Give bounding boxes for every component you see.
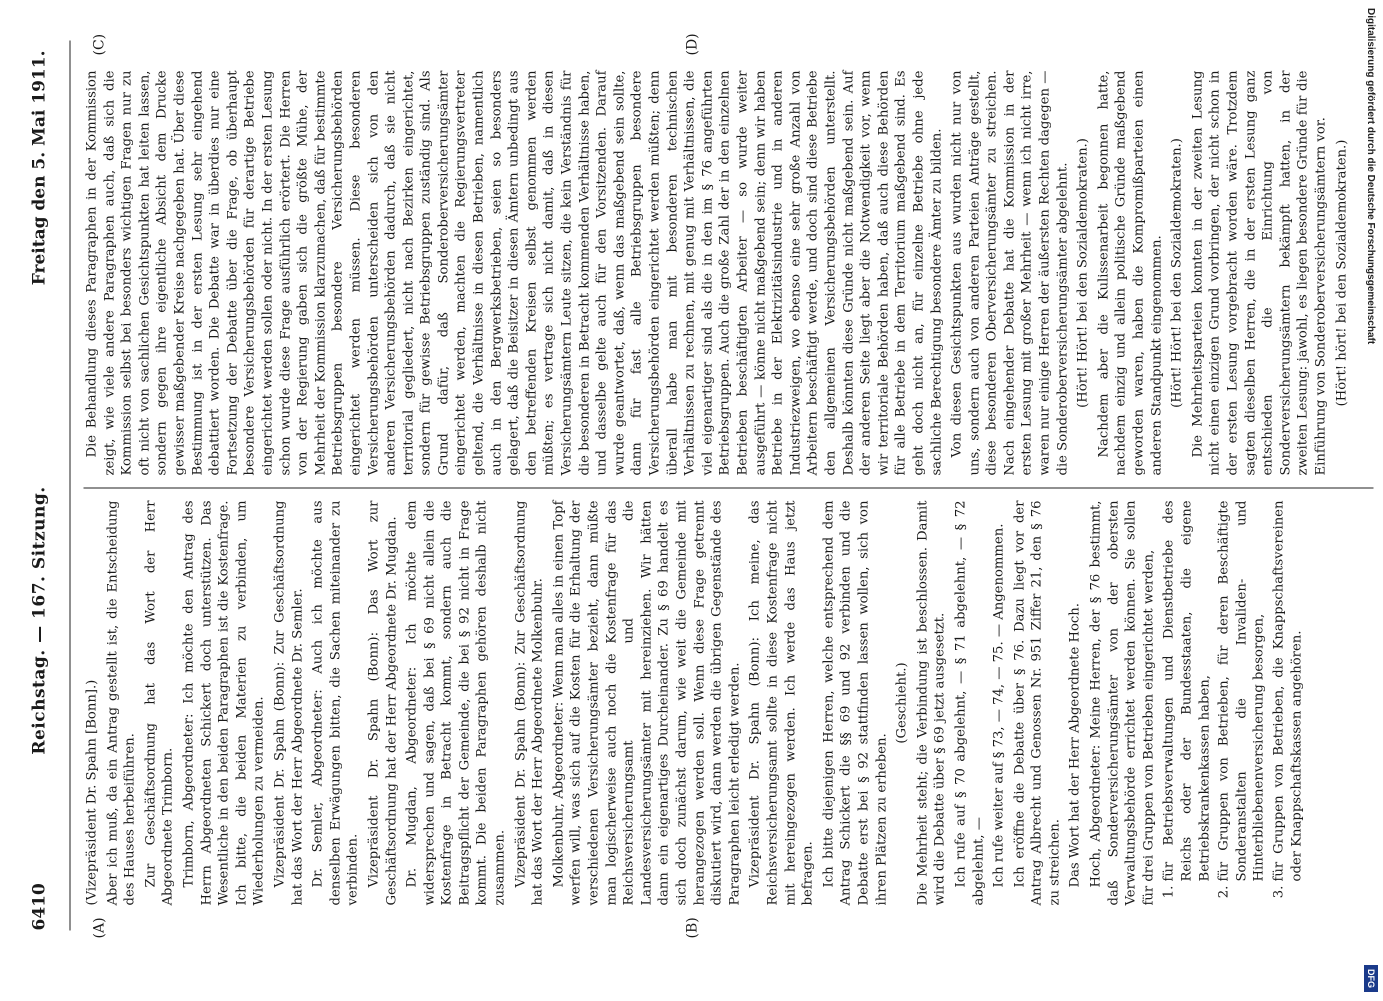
paragraph: Vizepräsident Dr. Spahn (Bonn): Zur Geschäftsordnung hat das Wort der Herr Abgeordnete Molkenbuhr.: [513, 500, 546, 906]
paragraph: Ich eröffne die Debatte über § 76. Dazu liegt vor der Antrag Albrecht und Genossen Nr. 951 Ziffer 21, den § 76 zu streichen.: [1012, 500, 1063, 906]
paragraph: Aber ich muß, da ein Antrag gestellt ist, die Entscheidung des Hauses herbeiführen.: [105, 500, 138, 906]
paragraph: Molkenbuhr, Abgeordneter: Wenn man alles in einen Topf werfen will, was sich auf die Kosten für die Erhaltung der verschiedenen Versicherungsämter bezieht, dann müßte man logischerweise auch noch die Kostenfrage für das Reichsversicherungsamt und die Landesversicherungsämter mit hereinziehen. Wir hätten dann ein eigenartiges Durcheinander. Zu § 69 handelt es sich doch zunächst darum, wie weit die Gemeinde mit herangezogen werden soll. Wenn diese Frage getrennt diskutiert wird, dann werden die übrigen Gegenstände des Paragraphen leicht erledigt werden.: [551, 500, 743, 906]
margin-mark-c: (C): [91, 33, 108, 56]
paragraph: (Vizepräsident Dr. Spahn [Bonn].): [84, 679, 100, 906]
list-item: 1. für Betriebsverwaltungen und Dienstbetriebe des Reichs oder der Bundesstaaten, die eigene Betriebskrankenkassen haben,: [1161, 501, 1214, 882]
paragraph: (Hört! Hört! bei den Sozialdemokraten.): [1169, 138, 1185, 408]
paragraph: Die Behandlung dieses Paragraphen in der Kommission zeigt, wie viele andere Paragraphen auch, daß sich die Kommission selbst bei besonders wichtigen Fragen nur zu oft nicht von sachlichen Gesichtspunkten hat leiten lassen, sondern gegen ihre eigentliche Absicht dem Drucke gewisser maßgebender Kreise nachgegeben hat. Über diese Bestimmung ist in der ersten Lesung sehr eingehend debattiert worden. Die Debatte war in überdies nur eine Fortsetzung der Debatte über die Frage, ob überhaupt besondere Versicherungsbehörden für derartige Betriebe eingerichtet werden sollen oder nicht. In der ersten Lesung schon wurde diese Frage ausführlich erörtert. Die Herren von der Regierung gaben sich die größte Mühe, der Mehrheit der Kommission klarzumachen, daß für bestimmte Betriebsgruppen besondere Versicherungsbehörden eingerichtet werden müssen. Diese besonderen Versicherungsbehörden unterscheiden sich von den anderen Versicherungsbehörden dadurch, daß sie nicht territorial gegliedert, nicht nach Bezirken eingerichtet, sondern für gewisse Betriebsgruppen zuständig sind. Als Grund dafür, daß Sonderoberversicherungsämter eingerichtet werden, machten die Regierungsvertreter geltend, die Verhältnisse in diesen Betrieben, namentlich auch in den Bergwerksbetrieben, seien so besonders gelagert, daß die Beisitzer in diesen Ämtern unbedingt aus den betreffenden Kreisen selbst genommen werden müßten; es vertrage sich nicht damit, daß in diesen Versicherungsämtern Leute sitzen, die kein Verständnis für die besonderen in Betracht kommenden Verhältnisse haben, und dasselbe gelte auch für den Vorsitzenden. Darauf wurde geantwortet, daß, wenn das maßgebend sein sollte, dann für fast alle Betriebsgruppen besondere Versicherungsbehörden eingerichtet werden müßten; denn überall habe man mit besonderen technischen Verhältnissen zu rechnen, mit genug mit Verhältnissen, die viel eigenartiger sind als die in den im § 76 angeführten Betriebsgruppen. Auch die große Zahl der in den einzelnen Betrieben beschäftigten Arbeiter — so wurde weiter ausgeführt — könne nicht maßgebend sein; denn wir haben Betriebe in der Elektrizitätsindustrie und in anderen Industriezweigen, wo ebenso eine sehr große Anzahl von Arbeitern beschäftigt werde, und doch sind diese Betriebe den allgemeinen Versicherungsbehörden unterstellt. Deshalb könnten diese Gründe nicht maßgebend sein. Auf der anderen Seite liegt aber die Notwendigkeit vor, wenn wir territoriale Behörden haben, daß auch diese Behörden für alle Betriebe in dem Territorium maßgebend sind. Es geht doch nicht an, für einzelne Betriebe ohne jede sachliche Berechtigung besondere Ämter zu bilden.: [84, 70, 944, 476]
margin-mark-a: (A): [91, 917, 108, 939]
header-rule: [70, 41, 71, 931]
left-column: [84, 501, 1309, 906]
paragraph: Vizepräsident Dr. Spahn (Bonn): Zur Geschäftsordnung hat das Wort der Herr Abgeordnete Dr. Semler.: [272, 500, 306, 906]
paragraph: Vizepräsident Dr. Spahn (Bonn): Das Wort zur Geschäftsordnung hat der Herr Abgeordnete Dr. Mugdan.: [366, 500, 399, 906]
paragraph: Ich rufe weiter auf § 73, — 74, — 75. — Angenommen.: [991, 523, 1007, 888]
margin-mark-b: (B): [684, 917, 701, 939]
paragraph: (Hört! hört! bei den Sozialdemokraten.): [1334, 139, 1350, 407]
margin-mark-d: (D): [684, 33, 701, 56]
paragraph: Die Mehrheit steht; die Verbindung ist beschlossen. Damit wird die Debatte über § 69 jetzt ausgesetzt.: [915, 500, 948, 906]
paragraph: Vizepräsident Dr. Spahn (Bonn): Ich meine, das Reichsversicherungsamt sollte in diese Kostenfrage nicht mit hereingezogen werden. Ich werde das Haus jetzt befragen.: [747, 500, 816, 906]
dfg-logo: DFG: [1364, 965, 1378, 992]
paragraph: Ich bitte diejenigen Herren, welche entsprechend dem Antrag Schickert die §§ 69 und 92 verbinden und die Debatte erst bei § 92 stattfinden lassen wollen, sich von ihren Plätzen zu erheben.: [821, 500, 890, 906]
digitization-credit: [1358, 8, 1383, 992]
paragraph: Dr. Mugdan, Abgeordneter: Ich möchte dem widersprechen und sagen, daß bei § 69 nicht allein die Kostenfrage in Betracht kommt, sondern auch die Beitragspflicht der Gemeinde, die bei § 92 nicht in Frage kommt. Die beiden Paragraphen gehören deshalb nicht zusammen.: [404, 500, 508, 906]
paragraph: Das Wort hat der Herr Abgeordnete Hoch.: [1067, 603, 1083, 888]
paragraph: Hoch, Abgeordneter: Meine Herren, der § 76 bestimmt, daß Sonderversicherungsämter von der obersten Verwaltungsbehörde errichtet werden können. Sie sollen für drei Gruppen von Betrieben eingerichtet werden,: [1088, 500, 1157, 906]
paragraph: Von diesen Gesichtspunkten aus wurden nicht nur von uns, sondern auch von anderen Parteien Anträge gestellt, diese besonderen Oberversicherungsämter zu streichen. Nach eingehender Debatte hat die Kommission in der ersten Lesung mit großer Mehrheit — wenn ich nicht irre, waren nur einige Herren der äußersten Rechten dagegen — die Sonderoberversicherungsämter abgelehnt.: [949, 70, 1071, 476]
paragraph: Ich rufe auf § 70 abgelehnt, — § 71 abgelehnt, — § 72 abgelehnt, —: [953, 500, 986, 906]
paragraph: Dr. Semler, Abgeordneter: Auch ich möchte aus denselben Erwägungen bitten, die Sachen miteinander zu verbinden.: [310, 500, 361, 906]
page-header: [20, 41, 60, 931]
column-divider: [84, 488, 1374, 489]
document-page: [0, 1, 1383, 1001]
paragraph: (Geschieht.): [894, 662, 910, 744]
list-item: 3. für Gruppen von Betrieben, die Knappschaftsvereinen oder Knappschaftskassen angehören.: [1271, 501, 1306, 882]
numbered-list: [1161, 501, 1306, 906]
credit-text: Digitalisierung gefördert durch die Deutsche Forschungsgemeinschaft: [1365, 8, 1377, 345]
list-item: 2. für Gruppen von Betrieben, für deren Beschäftigte Sonderanstalten die Invaliden- und Hinterbliebenenversicherung besorgen,: [1216, 501, 1269, 882]
paragraph: (Hört! Hört! bei den Sozialdemokraten.): [1075, 138, 1091, 408]
paragraph: Zur Geschäftsordnung hat das Wort der Herr Abgeordnete Trimborn.: [143, 500, 176, 906]
paragraph: Trimborn, Abgeordneter: Ich möchte den Antrag des Herrn Abgeordneten Schickert doch unterstützen. Das Wesentliche in den beiden Paragraphen ist die Kostenfrage. Ich bitte, die beiden Materien zu verbinden, um Wiederholungen zu vermeiden.: [181, 500, 267, 906]
right-column: [84, 71, 1354, 476]
session-date: Freitag den 5. Mai 1911.: [29, 50, 50, 286]
paragraph: Nachdem aber die Kulissenarbeit begonnen hatte, nachdem einzig und allein politische Gründe maßgebend geworden waren, haben die Kompromißparteien einen anderen Standpunkt eingenommen.: [1096, 70, 1165, 476]
session-title: Reichstag. — 167. Sitzung.: [29, 486, 50, 755]
paragraph: Die Mehrheitsparteien konnten in der zweiten Lesung nicht einen einzigen Grund vorbringen, der nicht schon in der ersten Lesung vorgebracht worden wäre. Trotzdem sagten dieselben Herren, die in der ersten Lesung ganz entschieden die Einrichtung von Sonderversicherungsämtern bekämpft hatten, in der zweiten Lesung: jawohl, es liegen besondere Gründe für die Einführung von Sonderoberversicherungsämtern vor.: [1190, 70, 1329, 476]
page-number: 6410: [29, 883, 50, 931]
